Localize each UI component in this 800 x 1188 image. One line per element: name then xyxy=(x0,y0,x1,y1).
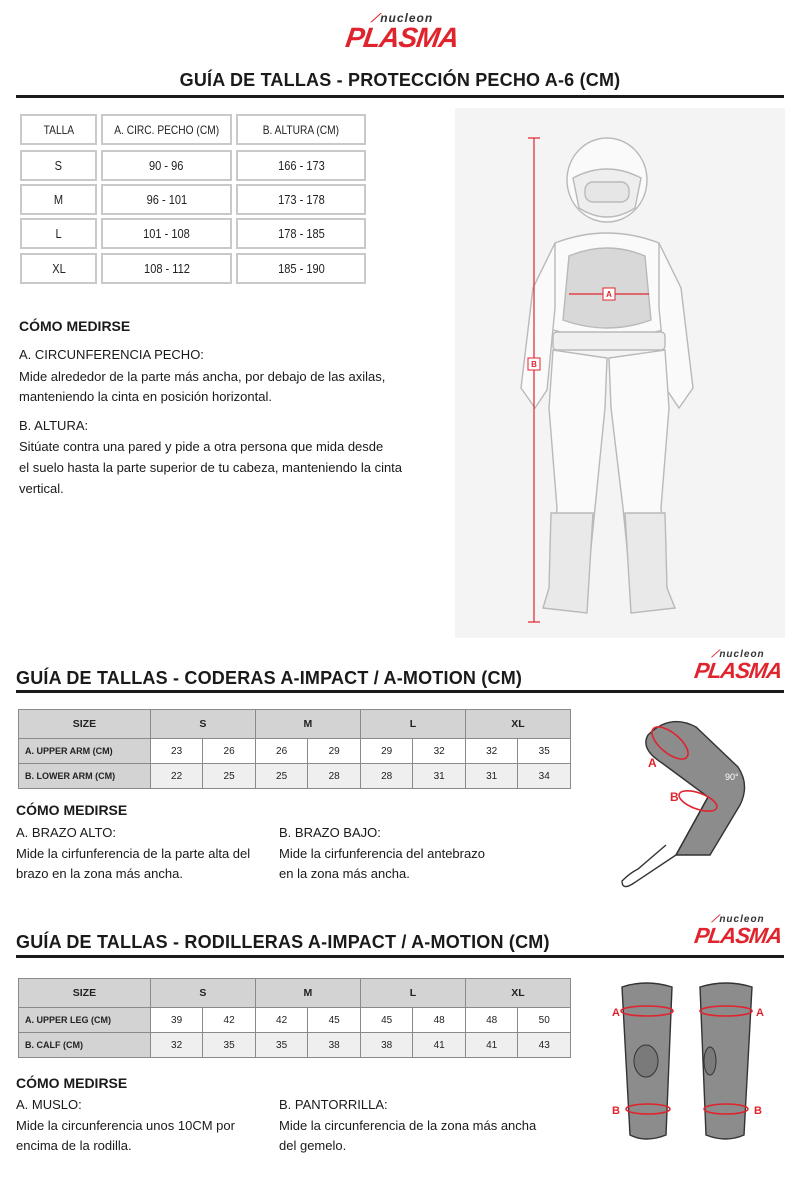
elbow-b-title: B. BRAZO BAJO: xyxy=(279,825,381,840)
chest-table-cell xyxy=(101,184,232,215)
chest-header-label: TALLA xyxy=(43,122,74,137)
elbow-cell-value: 28 xyxy=(308,764,361,789)
knee-cell-value: 38 xyxy=(360,1033,413,1058)
chest-cell-value: 90 - 96 xyxy=(149,158,184,173)
elbow-cell-value: 31 xyxy=(413,764,466,789)
knee-a-title: A. MUSLO: xyxy=(16,1097,82,1112)
knee-cell-value: 42 xyxy=(255,1008,308,1033)
knee-cell-value: 32 xyxy=(150,1033,203,1058)
elbow-how-title: CÓMO MEDIRSE xyxy=(16,802,128,818)
logo-mark-icon: ⟋ xyxy=(711,649,720,660)
knee-size-table xyxy=(18,978,571,1058)
knee-size-header: L xyxy=(360,979,465,1008)
knee-cell-value: 38 xyxy=(308,1033,361,1058)
elbow-title-rule xyxy=(16,690,784,693)
chest-cell-value: 101 - 108 xyxy=(143,226,190,241)
elbow-cell-value: 35 xyxy=(518,739,571,764)
chest-table-cell xyxy=(20,253,97,284)
chest-header-cell xyxy=(20,114,97,145)
knee-cell-value: 45 xyxy=(308,1008,361,1033)
chest-table-cell xyxy=(101,218,232,249)
chest-marker-a: A xyxy=(606,290,612,299)
elbow-pad-icon xyxy=(600,705,790,900)
knee-cell-value: 45 xyxy=(360,1008,413,1033)
chest-cell-value: 173 - 178 xyxy=(277,192,325,207)
chest-section-title: GUÍA DE TALLAS - PROTECCIÓN PECHO A-6 (CM) xyxy=(179,70,621,90)
elbow-size-label: SIZE xyxy=(19,710,151,739)
logo-bottom-text: PLASMA xyxy=(343,22,461,53)
elbow-a-line-2: brazo en la zona más ancha. xyxy=(16,866,183,881)
chest-cell-value: 178 - 185 xyxy=(277,226,325,241)
knee-logo: ⟋nucleon PLASMA xyxy=(692,914,784,948)
knee-b-title: B. PANTORRILLA: xyxy=(279,1097,388,1112)
elbow-pad-illustration xyxy=(600,705,790,900)
chest-cell-value: 108 - 112 xyxy=(143,261,190,276)
elbow-cell-value: 22 xyxy=(150,764,203,789)
knee-cell-value: 35 xyxy=(255,1033,308,1058)
knee-cell-value: 39 xyxy=(150,1008,203,1033)
chest-cell-value: 96 - 101 xyxy=(146,192,187,207)
chest-table-cell xyxy=(101,253,232,284)
chest-header-cell xyxy=(101,114,232,145)
chest-header-label: B. ALTURA (CM) xyxy=(262,122,340,137)
knee-a-line-2: encima de la rodilla. xyxy=(16,1138,132,1153)
knee-cell-value: 48 xyxy=(465,1008,518,1033)
elbow-marker-a: A xyxy=(648,756,657,770)
knee-cell-value: 50 xyxy=(518,1008,571,1033)
knee-marker-a-left: A xyxy=(612,1007,620,1019)
knee-marker-a-right: A xyxy=(756,1007,764,1019)
elbow-cell-value: 23 xyxy=(150,739,203,764)
knee-header-row xyxy=(19,979,571,1008)
elbow-cell-value: 32 xyxy=(413,739,466,764)
chest-header-cell xyxy=(236,114,366,145)
chest-cell-value: 185 - 190 xyxy=(277,261,325,276)
knee-pad-illustration xyxy=(600,975,790,1175)
knee-cell-value: 48 xyxy=(413,1008,466,1033)
knee-row-label: B. CALF (CM) xyxy=(19,1033,151,1058)
knee-cell-value: 41 xyxy=(465,1033,518,1058)
chest-title-rule xyxy=(16,95,784,98)
chest-header-label: A. CIRC. PECHO (CM) xyxy=(114,122,219,137)
elbow-cell-value: 26 xyxy=(203,739,256,764)
knee-section-title: GUÍA DE TALLAS - RODILLERAS A-IMPACT / A-MOTION (CM) xyxy=(16,932,550,952)
knee-marker-b-left: B xyxy=(612,1105,620,1117)
table-row xyxy=(19,739,571,764)
elbow-cell-value: 32 xyxy=(465,739,518,764)
elbow-row-label: B. LOWER ARM (CM) xyxy=(19,764,151,789)
knee-cell-value: 43 xyxy=(518,1033,571,1058)
elbow-cell-value: 28 xyxy=(360,764,413,789)
rider-illustration xyxy=(455,108,785,638)
elbow-size-header: S xyxy=(150,710,255,739)
knee-row-label: A. UPPER LEG (CM) xyxy=(19,1008,151,1033)
knee-size-header: XL xyxy=(465,979,570,1008)
chest-b-line-1: Sitúate contra una pared y pide a otra persona que mida desde xyxy=(19,439,384,454)
knee-b-line-2: del gemelo. xyxy=(279,1138,347,1153)
elbow-cell-value: 26 xyxy=(255,739,308,764)
chest-a-title: A. CIRCUNFERENCIA PECHO: xyxy=(19,347,204,362)
chest-table-cell xyxy=(236,184,366,215)
knee-pad-icon xyxy=(600,975,790,1175)
elbow-cell-value: 34 xyxy=(518,764,571,789)
chest-table-cell xyxy=(20,184,97,215)
knee-marker-b-right: B xyxy=(754,1105,762,1117)
elbow-marker-b: B xyxy=(670,790,679,804)
chest-marker-b: B xyxy=(531,360,537,369)
chest-cell-value: XL xyxy=(51,261,66,276)
chest-b-line-2: el suelo hasta la parte superior de tu cabeza, manteniendo la cinta xyxy=(19,460,403,475)
elbow-cell-value: 29 xyxy=(308,739,361,764)
chest-cell-value: M xyxy=(53,192,64,207)
elbow-cell-value: 25 xyxy=(255,764,308,789)
chest-how-title: CÓMO MEDIRSE xyxy=(19,318,131,334)
elbow-header-row xyxy=(19,710,571,739)
elbow-size-header: L xyxy=(360,710,465,739)
logo-mark-icon: ⟋ xyxy=(370,11,381,25)
chest-table-cell xyxy=(236,253,366,284)
elbow-cell-value: 31 xyxy=(465,764,518,789)
elbow-cell-value: 29 xyxy=(360,739,413,764)
brand-logo xyxy=(340,12,464,52)
elbow-section-title: GUÍA DE TALLAS - CODERAS A-IMPACT / A-MOTION (CM) xyxy=(16,668,523,688)
chest-table-cell xyxy=(101,150,232,181)
elbow-logo: ⟋nucleon PLASMA xyxy=(692,649,784,683)
chest-table-cell xyxy=(236,218,366,249)
knee-cell-value: 35 xyxy=(203,1033,256,1058)
table-row xyxy=(19,764,571,789)
chest-table-cell xyxy=(236,150,366,181)
elbow-a-line-1: Mide la cirfunferencia de la parte alta del xyxy=(16,846,251,861)
chest-a-line-2: manteniendo la cinta en posición horizontal. xyxy=(19,389,272,404)
elbow-row-label: A. UPPER ARM (CM) xyxy=(19,739,151,764)
elbow-a-title: A. BRAZO ALTO: xyxy=(16,825,116,840)
chest-table-cell xyxy=(20,150,97,181)
chest-b-line-3: vertical. xyxy=(19,481,64,496)
knee-how-title: CÓMO MEDIRSE xyxy=(16,1075,128,1091)
knee-b-line-1: Mide la circunferencia de la zona más ancha xyxy=(279,1118,537,1133)
knee-size-header: S xyxy=(150,979,255,1008)
knee-title-rule xyxy=(16,955,784,958)
knee-cell-value: 41 xyxy=(413,1033,466,1058)
chest-cell-value: 166 - 173 xyxy=(277,158,325,173)
table-row xyxy=(19,1008,571,1033)
knee-a-line-1: Mide la circunferencia unos 10CM por xyxy=(16,1118,235,1133)
logo-mark-icon: ⟋ xyxy=(711,914,720,925)
knee-size-header: M xyxy=(255,979,360,1008)
chest-cell-value: S xyxy=(54,158,63,173)
elbow-b-line-1: Mide la cirfunferencia del antebrazo xyxy=(279,846,485,861)
elbow-b-line-2: en la zona más ancha. xyxy=(279,866,410,881)
rider-outline-icon xyxy=(455,108,785,638)
chest-b-title: B. ALTURA: xyxy=(19,418,89,433)
chest-a-line-1: Mide alrededor de la parte más ancha, por debajo de las axilas, xyxy=(19,369,386,384)
knee-cell-value: 42 xyxy=(203,1008,256,1033)
elbow-angle-label: 90° xyxy=(725,772,739,782)
elbow-size-header: M xyxy=(255,710,360,739)
chest-cell-value: L xyxy=(55,226,62,241)
logo-top-text: nucleon xyxy=(380,11,434,25)
elbow-size-header: XL xyxy=(465,710,570,739)
table-row xyxy=(19,1033,571,1058)
elbow-size-table xyxy=(18,709,571,789)
knee-size-label: SIZE xyxy=(19,979,151,1008)
elbow-cell-value: 25 xyxy=(203,764,256,789)
chest-table-cell xyxy=(20,218,97,249)
